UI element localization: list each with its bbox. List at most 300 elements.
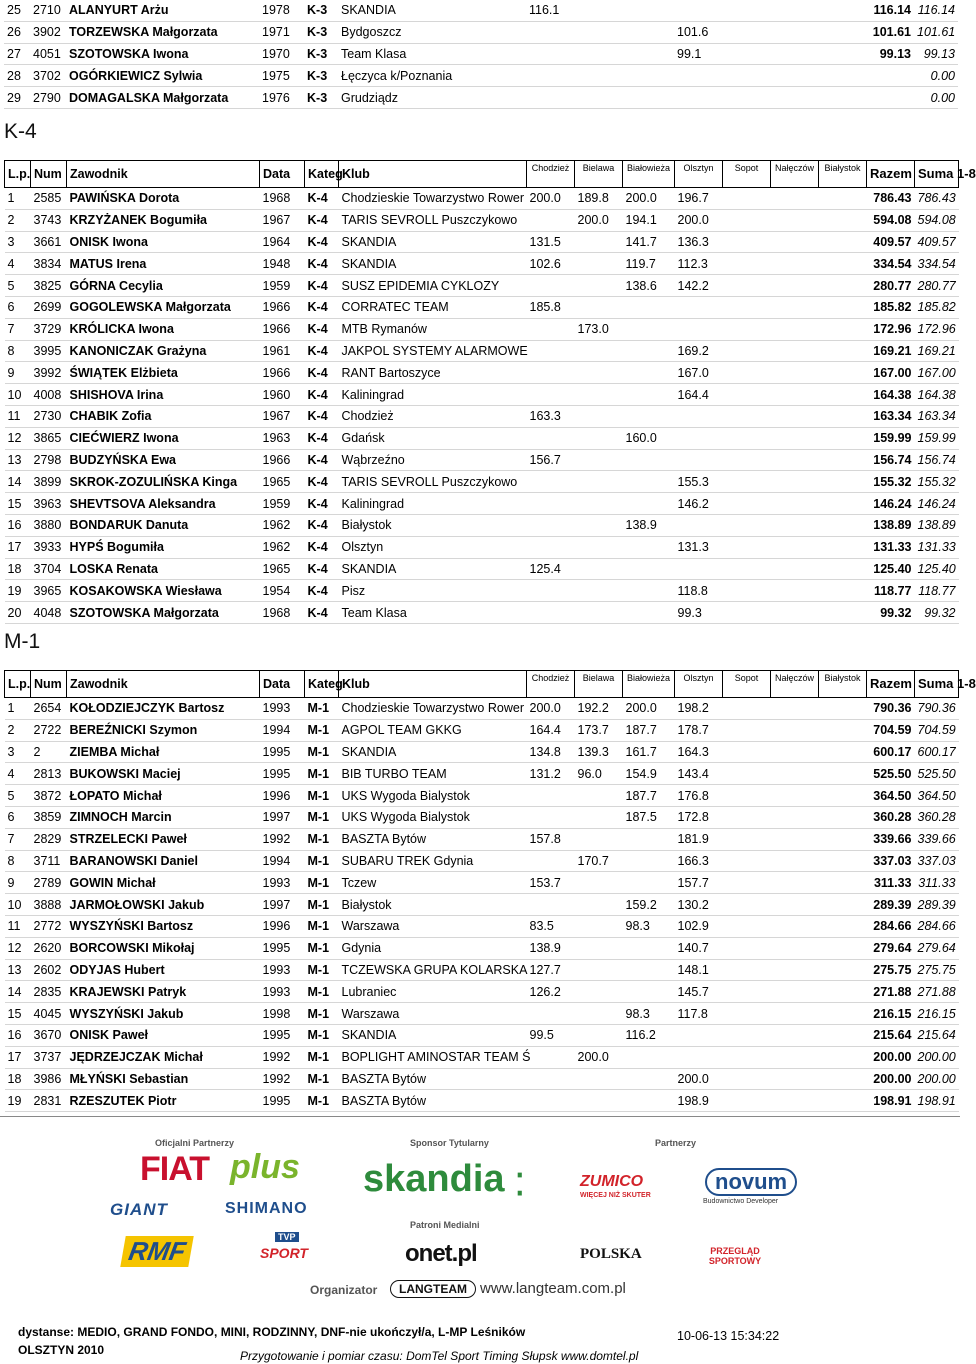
cell-olsztyn <box>674 65 722 87</box>
cell-category: K-4 <box>305 493 339 515</box>
cell-total: 200.00 <box>867 1068 915 1090</box>
cell-total: 99.32 <box>867 602 915 624</box>
cell-chodziez <box>526 21 574 43</box>
cell-date: 1966 <box>260 449 305 471</box>
cell-sum: 200.00 <box>915 1068 959 1090</box>
cell-lp: 14 <box>5 471 31 493</box>
cell-total: 185.82 <box>867 296 915 318</box>
table-row <box>5 1090 959 1112</box>
cell-naleczow <box>770 87 818 109</box>
cell-lp: 10 <box>5 894 31 916</box>
cell-bialystok <box>819 536 867 558</box>
cell-sum: 200.00 <box>915 1046 959 1068</box>
langteam-url[interactable]: www.langteam.com.pl <box>480 1280 626 1297</box>
cell-olsztyn <box>674 0 722 21</box>
cell-bialystok <box>819 209 867 231</box>
cell-category: K-4 <box>305 253 339 275</box>
cell-sopot <box>723 719 771 741</box>
cell-chodziez: 153.7 <box>527 872 575 894</box>
cell-category: K-4 <box>305 296 339 318</box>
cell-lp: 6 <box>5 806 31 828</box>
cell-lp: 13 <box>5 959 31 981</box>
cell-bialystok <box>819 493 867 515</box>
header-col-lp: L.p. <box>5 671 31 698</box>
cell-date: 1995 <box>260 763 305 785</box>
cell-chodziez: 131.5 <box>527 231 575 253</box>
cell-category: K-4 <box>305 580 339 602</box>
media-label: Patroni Medialni <box>410 1220 480 1230</box>
cell-sum: 594.08 <box>915 209 959 231</box>
cell-bialowieza <box>623 384 675 406</box>
header-col-olsztyn: Olsztyn <box>675 161 723 188</box>
cell-sum: 600.17 <box>915 741 959 763</box>
table-row <box>5 937 959 959</box>
cell-sopot <box>723 894 771 916</box>
cell-name: JARMOŁOWSKI Jakub <box>67 894 260 916</box>
cell-num: 3986 <box>31 1068 67 1090</box>
cell-total: 360.28 <box>867 806 915 828</box>
cell-club: JAKPOL SYSTEMY ALARMOWE <box>339 340 527 362</box>
cell-bialystok <box>819 1024 867 1046</box>
cell-total: 125.40 <box>867 558 915 580</box>
cell-bialowieza <box>622 65 674 87</box>
header-col-total: Razem <box>867 671 915 698</box>
cell-date: 1997 <box>260 806 305 828</box>
cell-sum: 525.50 <box>915 763 959 785</box>
cell-bialowieza <box>623 602 675 624</box>
cell-num: 3825 <box>31 275 67 297</box>
cell-date: 1954 <box>260 580 305 602</box>
cell-category: K-3 <box>304 0 338 21</box>
cell-category: K-4 <box>305 405 339 427</box>
cell-bielawa <box>575 1003 623 1025</box>
cell-date: 1994 <box>260 719 305 741</box>
cell-club: Grudziądz <box>338 87 526 109</box>
cell-name: SHISHOVA Irina <box>67 384 260 406</box>
table-row <box>5 427 959 449</box>
cell-total: 284.66 <box>867 915 915 937</box>
cell-club: Białystok <box>339 894 527 916</box>
table-row <box>5 318 959 340</box>
cell-olsztyn: 164.3 <box>675 741 723 763</box>
cell-name: ŚWIĄTEK Elżbieta <box>67 362 260 384</box>
cell-naleczow <box>771 514 819 536</box>
cell-num: 3965 <box>31 580 67 602</box>
cell-total: 704.59 <box>867 719 915 741</box>
cell-bialystok <box>819 275 867 297</box>
cell-date: 1963 <box>260 427 305 449</box>
cell-num: 3995 <box>31 340 67 362</box>
cell-name: CHABIK Zofia <box>67 405 260 427</box>
cell-lp: 2 <box>5 209 31 231</box>
cell-total: 164.38 <box>867 384 915 406</box>
cell-club: BASZTA Bytów <box>339 1090 527 1112</box>
header-col-num: Num <box>31 161 67 188</box>
cell-name: LOSKA Renata <box>67 558 260 580</box>
cell-naleczow <box>771 231 819 253</box>
cell-bielawa <box>574 65 622 87</box>
cell-sum: 138.89 <box>915 514 959 536</box>
cell-naleczow <box>771 1090 819 1112</box>
table-row <box>5 763 959 785</box>
cell-total: 337.03 <box>867 850 915 872</box>
cell-naleczow <box>771 275 819 297</box>
cell-bielawa <box>574 21 622 43</box>
cell-bialystok <box>819 1003 867 1025</box>
cell-total: 200.00 <box>867 1046 915 1068</box>
table-row <box>5 231 959 253</box>
cell-bialowieza: 98.3 <box>623 915 675 937</box>
skandia-logo: skandia <box>363 1158 505 1200</box>
cell-sum: 99.32 <box>915 602 959 624</box>
cell-club: Gdańsk <box>339 427 527 449</box>
cell-bialystok <box>818 65 866 87</box>
cell-sopot <box>723 536 771 558</box>
cell-lp: 14 <box>5 981 31 1003</box>
cell-olsztyn: 148.1 <box>675 959 723 981</box>
cell-sum: 198.91 <box>915 1090 959 1112</box>
cell-category: K-4 <box>305 231 339 253</box>
table-row <box>4 65 958 87</box>
cell-category: M-1 <box>305 1046 339 1068</box>
cell-olsztyn: 130.2 <box>675 894 723 916</box>
cell-name: ŁOPATO Michał <box>67 785 260 807</box>
cell-category: M-1 <box>305 850 339 872</box>
cell-bialystok <box>819 602 867 624</box>
cell-bialowieza <box>623 471 675 493</box>
cell-lp: 7 <box>5 318 31 340</box>
cell-club: SKANDIA <box>339 231 527 253</box>
footer-divider <box>0 1116 960 1117</box>
cell-club: Chodzieskie Towarzystwo Rower <box>339 698 527 720</box>
cell-bialystok <box>818 87 866 109</box>
header-col-olsztyn: Olsztyn <box>675 671 723 698</box>
cell-bialystok <box>819 1046 867 1068</box>
cell-num: 2654 <box>31 698 67 720</box>
cell-club: SKANDIA <box>339 253 527 275</box>
cell-olsztyn: 200.0 <box>675 209 723 231</box>
cell-olsztyn <box>675 558 723 580</box>
cell-naleczow <box>771 362 819 384</box>
cell-sum: 279.64 <box>915 937 959 959</box>
header-col-sopot: Sopot <box>723 161 771 188</box>
cell-sum: 334.54 <box>915 253 959 275</box>
cell-chodziez <box>526 87 574 109</box>
cell-num: 2620 <box>31 937 67 959</box>
cell-num: 3880 <box>31 514 67 536</box>
table-row <box>5 828 959 850</box>
table-row <box>5 872 959 894</box>
cell-naleczow <box>771 580 819 602</box>
cell-lp: 5 <box>5 275 31 297</box>
cell-bialowieza <box>623 828 675 850</box>
cell-naleczow <box>771 959 819 981</box>
cell-sum: 156.74 <box>915 449 959 471</box>
cell-sopot <box>722 0 770 21</box>
cell-name: CIEĆWIERZ Iwona <box>67 427 260 449</box>
cell-naleczow <box>771 1046 819 1068</box>
cell-name: RZESZUTEK Piotr <box>67 1090 260 1112</box>
cell-category: K-4 <box>305 449 339 471</box>
cell-naleczow <box>771 981 819 1003</box>
cell-total: 409.57 <box>867 231 915 253</box>
cell-lp: 8 <box>5 340 31 362</box>
table-row <box>5 296 959 318</box>
cell-bialowieza: 119.7 <box>623 253 675 275</box>
cell-chodziez: 138.9 <box>527 937 575 959</box>
cell-total: 334.54 <box>867 253 915 275</box>
cell-chodziez <box>527 275 575 297</box>
cell-club: Kaliningrad <box>339 493 527 515</box>
partnerzy-label: Partnerzy <box>655 1138 697 1148</box>
shimano-logo: SHIMANO <box>225 1200 308 1217</box>
cell-total: 159.99 <box>867 427 915 449</box>
cell-bialystok <box>819 1090 867 1112</box>
cell-chodziez <box>526 43 574 65</box>
cell-olsztyn <box>675 514 723 536</box>
cell-total: 271.88 <box>867 981 915 1003</box>
cell-club: Bydgoszcz <box>338 21 526 43</box>
cell-chodziez: 163.3 <box>527 405 575 427</box>
cell-lp: 1 <box>5 698 31 720</box>
cell-date: 1971 <box>259 21 304 43</box>
cell-lp: 29 <box>4 87 30 109</box>
cell-total: 525.50 <box>867 763 915 785</box>
cell-sopot <box>723 231 771 253</box>
cell-lp: 11 <box>5 405 31 427</box>
cell-total: 364.50 <box>867 785 915 807</box>
cell-olsztyn: 169.2 <box>675 340 723 362</box>
cell-naleczow <box>771 937 819 959</box>
cell-name: KRAJEWSKI Patryk <box>67 981 260 1003</box>
cell-name: KANONICZAK Grażyna <box>67 340 260 362</box>
cell-lp: 5 <box>5 785 31 807</box>
cell-sopot <box>723 741 771 763</box>
cell-bielawa <box>575 1024 623 1046</box>
polska-logo: POLSKA <box>580 1246 642 1262</box>
cell-bielawa <box>575 427 623 449</box>
cell-chodziez <box>527 1003 575 1025</box>
cell-num: 2710 <box>30 0 66 21</box>
cell-olsztyn: 198.9 <box>675 1090 723 1112</box>
cell-category: K-4 <box>305 275 339 297</box>
cell-bialystok <box>819 763 867 785</box>
cell-naleczow <box>771 719 819 741</box>
cell-category: M-1 <box>305 894 339 916</box>
cell-bialowieza <box>623 937 675 959</box>
cell-sopot <box>723 915 771 937</box>
cell-sopot <box>723 384 771 406</box>
cell-olsztyn: 172.8 <box>675 806 723 828</box>
cell-sum: 360.28 <box>915 806 959 828</box>
cell-total: 339.66 <box>867 828 915 850</box>
cell-naleczow <box>771 493 819 515</box>
cell-date: 1993 <box>260 959 305 981</box>
cell-sum: 280.77 <box>915 275 959 297</box>
cell-total: 600.17 <box>867 741 915 763</box>
cell-chodziez <box>527 894 575 916</box>
fiat-logo: FIAT <box>140 1150 210 1188</box>
cell-category: K-4 <box>305 362 339 384</box>
cell-sum: 131.33 <box>915 536 959 558</box>
cell-lp: 19 <box>5 580 31 602</box>
table-row <box>5 959 959 981</box>
cell-naleczow <box>770 0 818 21</box>
cell-bialowieza <box>623 1046 675 1068</box>
cell-club: SUSZ EPIDEMIA CYKLOZY <box>339 275 527 297</box>
cell-sopot <box>723 1024 771 1046</box>
cell-lp: 18 <box>5 1068 31 1090</box>
cell-olsztyn: 112.3 <box>675 253 723 275</box>
cell-club: SUBARU TREK Gdynia <box>339 850 527 872</box>
cell-bielawa <box>575 981 623 1003</box>
cell-num: 2730 <box>31 405 67 427</box>
cell-lp: 17 <box>5 536 31 558</box>
section-title-m1: M-1 <box>4 630 41 653</box>
cell-naleczow <box>771 558 819 580</box>
cell-bialystok <box>819 384 867 406</box>
cell-num: 4045 <box>31 1003 67 1025</box>
cell-bialowieza <box>623 580 675 602</box>
k3-table-block <box>4 0 958 109</box>
cell-date: 1996 <box>260 785 305 807</box>
cell-naleczow <box>771 427 819 449</box>
cell-naleczow <box>771 850 819 872</box>
cell-olsztyn: 117.8 <box>675 1003 723 1025</box>
cell-bialystok <box>819 915 867 937</box>
cell-naleczow <box>771 384 819 406</box>
cell-naleczow <box>771 1003 819 1025</box>
cell-sum: 118.77 <box>915 580 959 602</box>
cell-naleczow <box>771 602 819 624</box>
table-row <box>5 1003 959 1025</box>
cell-category: K-4 <box>305 558 339 580</box>
table-row <box>5 806 959 828</box>
cell-sum: 159.99 <box>915 427 959 449</box>
cell-chodziez <box>526 65 574 87</box>
cell-sopot <box>723 318 771 340</box>
table-row <box>5 1068 959 1090</box>
cell-sum: 172.96 <box>915 318 959 340</box>
cell-num: 2585 <box>31 188 67 210</box>
tvp-logo: TVP <box>275 1232 299 1242</box>
footer-credits: Przygotowanie i pomiar czasu: DomTel Sport Timing Słupsk www.domtel.pl <box>240 1349 639 1363</box>
cell-sum: 99.13 <box>914 43 958 65</box>
cell-category: M-1 <box>305 937 339 959</box>
cell-club: Team Klasa <box>338 43 526 65</box>
cell-sopot <box>723 362 771 384</box>
cell-chodziez <box>527 340 575 362</box>
cell-olsztyn <box>675 405 723 427</box>
cell-num: 3865 <box>31 427 67 449</box>
cell-bialowieza <box>623 558 675 580</box>
k4-results-table <box>4 160 976 624</box>
cell-sopot <box>723 209 771 231</box>
cell-olsztyn: 155.3 <box>675 471 723 493</box>
novum-logo: novum <box>705 1168 797 1196</box>
header-col-bielawa: Bielawa <box>575 161 623 188</box>
cell-olsztyn: 143.4 <box>675 763 723 785</box>
cell-name: MŁYŃSKI Sebastian <box>67 1068 260 1090</box>
title-sponsor-label: Sponsor Tytularny <box>410 1138 489 1148</box>
cell-club: Białystok <box>339 514 527 536</box>
table-row <box>5 514 959 536</box>
cell-lp: 6 <box>5 296 31 318</box>
cell-total: 215.64 <box>867 1024 915 1046</box>
cell-bielawa <box>574 87 622 109</box>
cell-category: K-4 <box>305 471 339 493</box>
cell-chodziez: 164.4 <box>527 719 575 741</box>
cell-category: K-3 <box>304 43 338 65</box>
cell-num: 3992 <box>31 362 67 384</box>
cell-lp: 3 <box>5 741 31 763</box>
cell-bialystok <box>819 850 867 872</box>
cell-sum: 163.34 <box>915 405 959 427</box>
cell-bielawa <box>575 915 623 937</box>
cell-club: SKANDIA <box>338 0 526 21</box>
k3-results-table <box>4 0 958 109</box>
cell-name: STRZELECKI Paweł <box>67 828 260 850</box>
cell-num: 4051 <box>30 43 66 65</box>
cell-date: 1992 <box>260 1068 305 1090</box>
cell-num: 3888 <box>31 894 67 916</box>
table-row <box>5 785 959 807</box>
cell-date: 1960 <box>260 384 305 406</box>
cell-sum: 185.82 <box>915 296 959 318</box>
cell-bielawa <box>575 296 623 318</box>
cell-club: BIB TURBO TEAM <box>339 763 527 785</box>
cell-club: Team Klasa <box>339 602 527 624</box>
table-row <box>5 209 959 231</box>
cell-bialowieza: 116.2 <box>623 1024 675 1046</box>
cell-naleczow <box>771 1068 819 1090</box>
cell-bialystok <box>819 959 867 981</box>
cell-date: 1995 <box>260 1090 305 1112</box>
table-row <box>5 850 959 872</box>
table-row <box>5 719 959 741</box>
cell-olsztyn: 157.7 <box>675 872 723 894</box>
cell-name: ALANYURT Arżu <box>66 0 259 21</box>
cell-date: 1978 <box>259 0 304 21</box>
table-row <box>5 340 959 362</box>
cell-club: Pisz <box>339 580 527 602</box>
zumico-tagline: WIĘCEJ NIŻ SKUTER <box>580 1192 651 1199</box>
m1-results-table <box>4 670 976 1112</box>
cell-date: 1975 <box>259 65 304 87</box>
cell-name: TORZEWSKA Małgorzata <box>66 21 259 43</box>
cell-category: M-1 <box>305 741 339 763</box>
cell-bialowieza: 194.1 <box>623 209 675 231</box>
cell-num: 2772 <box>31 915 67 937</box>
cell-bialystok <box>819 340 867 362</box>
cell-chodziez: 185.8 <box>527 296 575 318</box>
cell-olsztyn <box>675 449 723 471</box>
cell-date: 1968 <box>260 602 305 624</box>
cell-sopot <box>723 471 771 493</box>
table-row <box>5 405 959 427</box>
cell-num: 2829 <box>31 828 67 850</box>
cell-lp: 16 <box>5 514 31 536</box>
cell-category: K-4 <box>305 384 339 406</box>
cell-bialowieza <box>622 87 674 109</box>
cell-total: 156.74 <box>867 449 915 471</box>
cell-chodziez: 157.8 <box>527 828 575 850</box>
cell-category: K-3 <box>304 87 338 109</box>
cell-naleczow <box>771 296 819 318</box>
table-row <box>5 253 959 275</box>
cell-category: K-4 <box>305 602 339 624</box>
table-row <box>5 384 959 406</box>
